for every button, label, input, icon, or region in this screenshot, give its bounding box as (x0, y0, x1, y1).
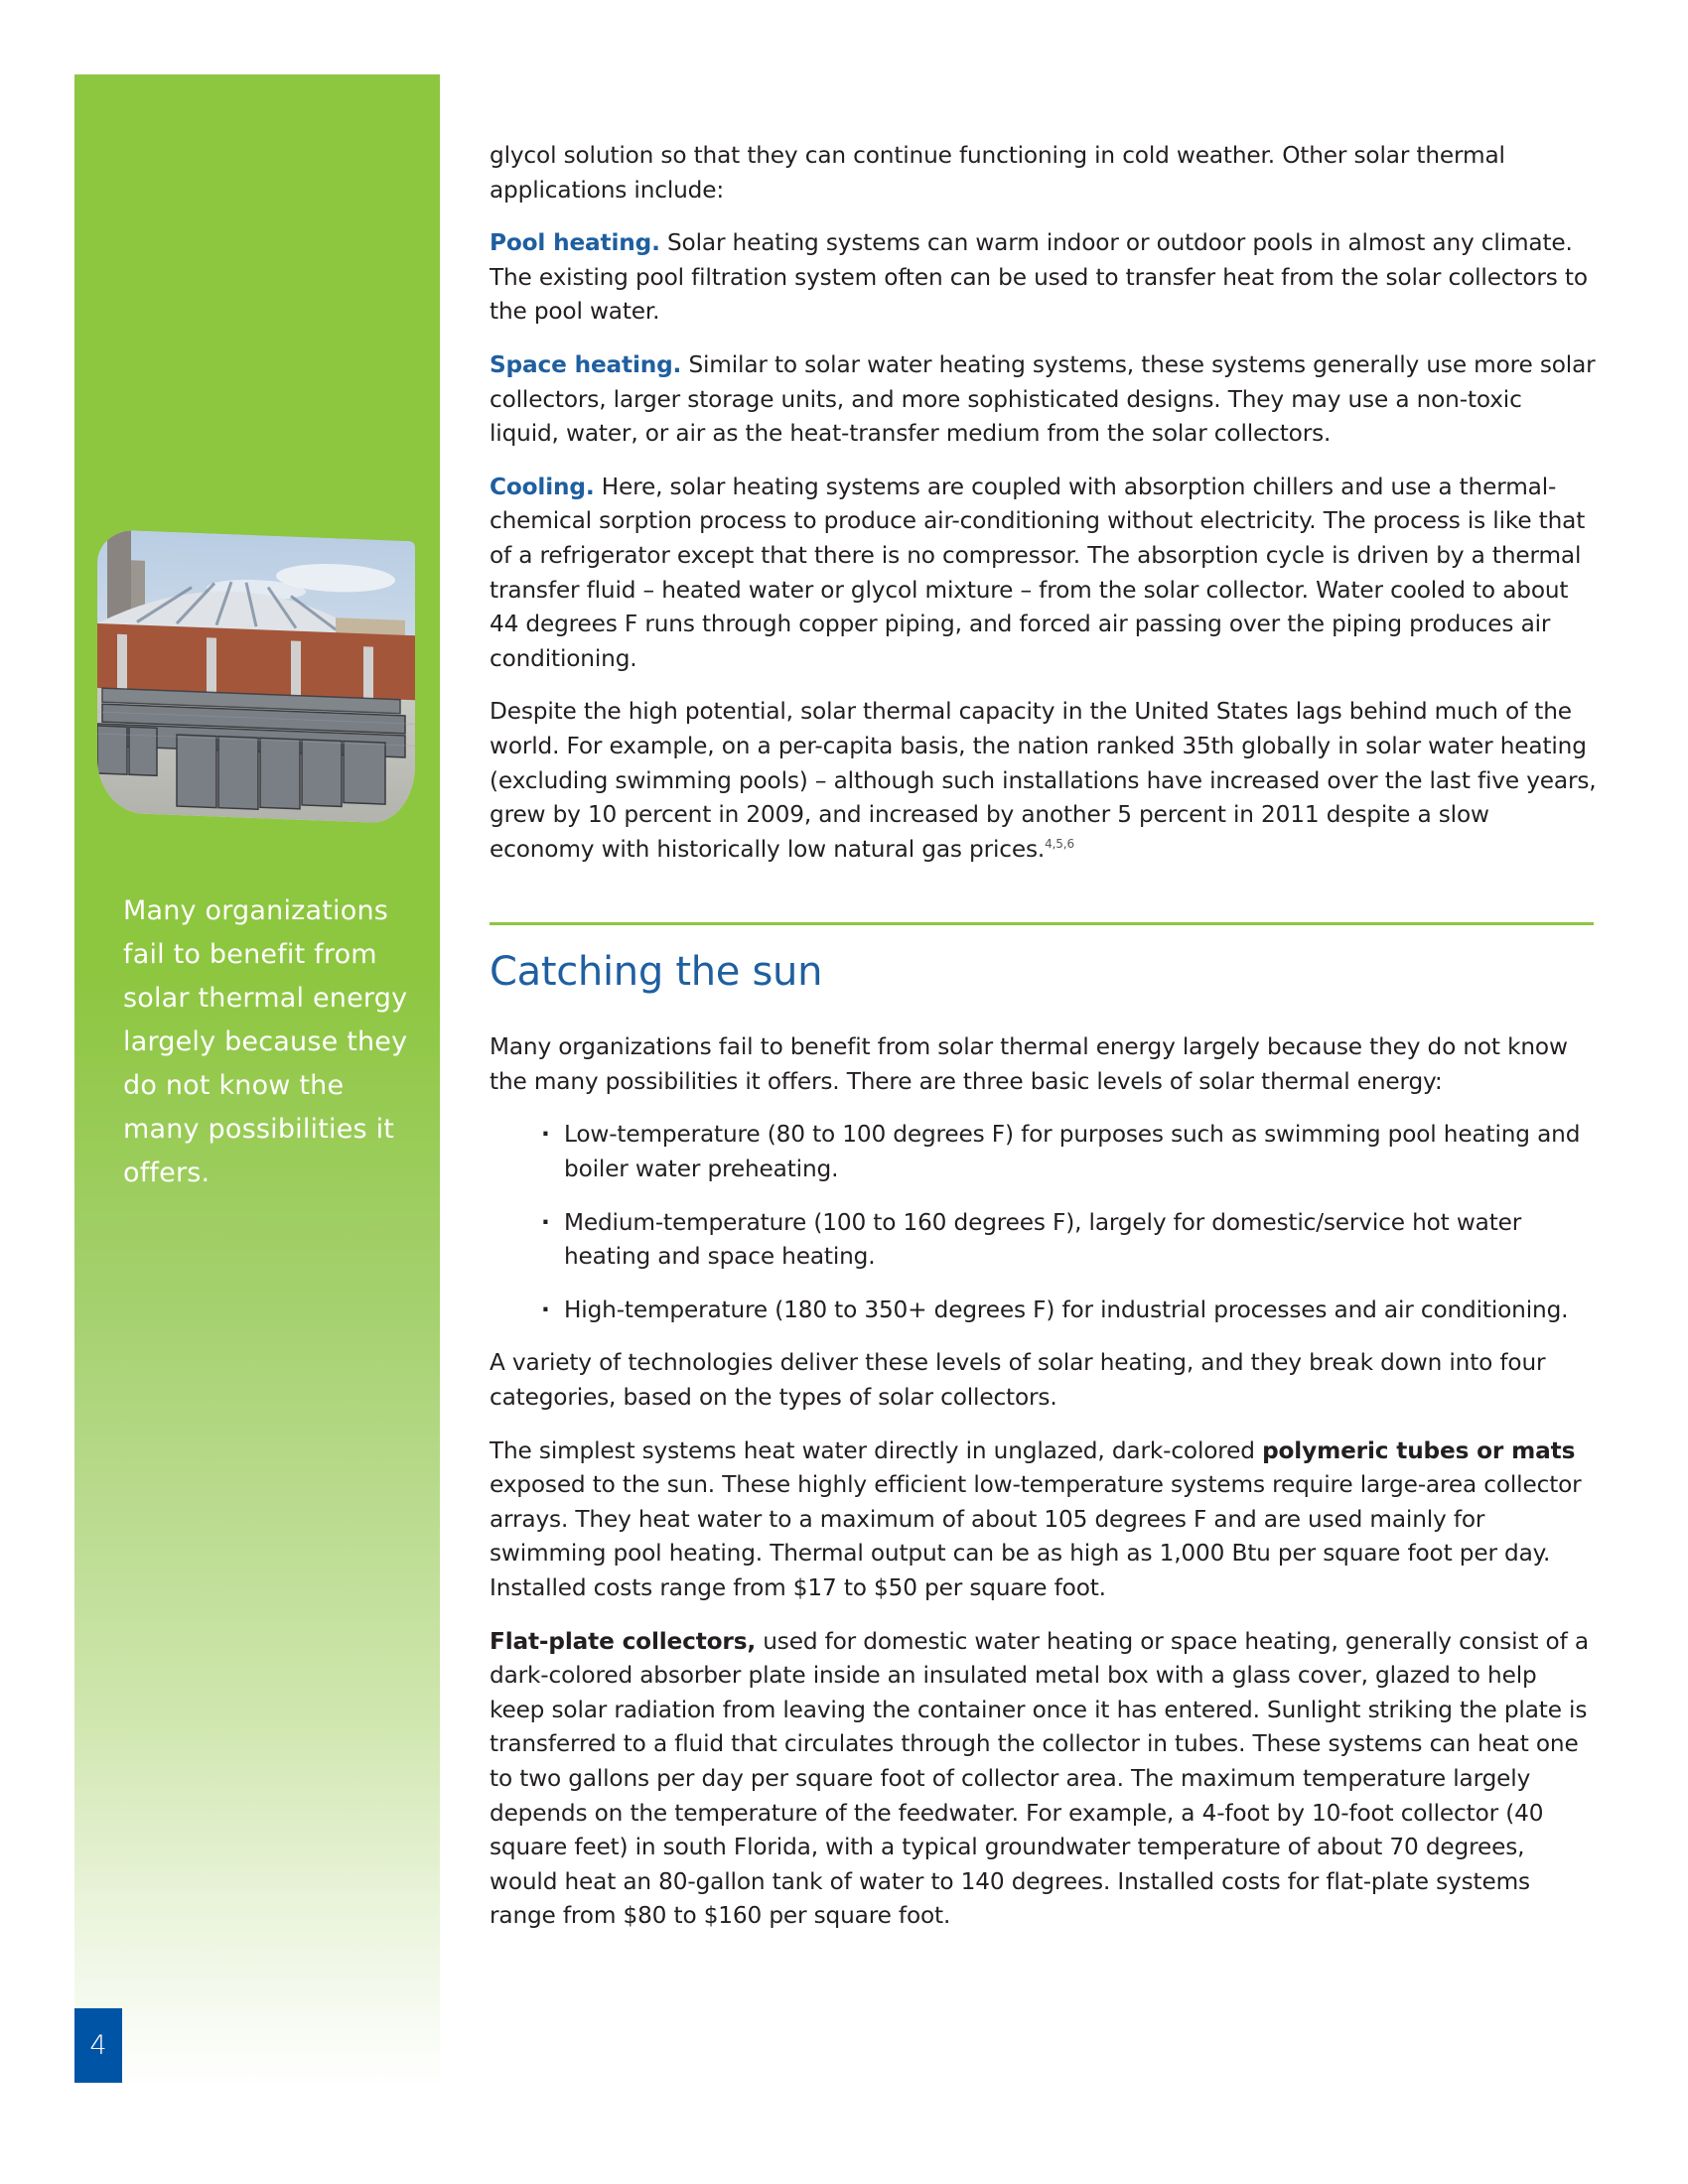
application-text: Similar to solar water heating systems, these systems generally use more solar collectors, larger storage units, and more sophisticated designs. They may use a non-toxic liquid, water, or air as the heat-transfer medium from the solar collectors. (490, 350, 1596, 448)
list-item-low-temperature: · Low-temperature (80 to 100 degrees F) for purposes such as swimming pool heating and boiler water preheating. (490, 1118, 1597, 1186)
section-divider (490, 922, 1594, 925)
variety-paragraph: A variety of technologies deliver these levels of solar heating, and they break down into four categories, based on the types of solar collectors. (490, 1349, 1546, 1412)
section-heading: Catching the sun (490, 949, 823, 996)
application-lead: Pool heating. (490, 229, 660, 257)
application-lead: Space heating. (490, 350, 682, 378)
application-space-heating (490, 348, 1597, 452)
flat-plate-paragraph (490, 1625, 1597, 1934)
flat-plate-term: Flat-plate collectors, (490, 1627, 757, 1655)
despite-paragraph (490, 695, 1597, 867)
continuation-paragraph: glycol solution so that they can continue functioning in cold weather. Other solar thermal applications include: (490, 142, 1505, 204)
main-column (490, 139, 1597, 1953)
despite-text: Despite the high potential, solar thermal capacity in the United States lags behind much of the world. For example, on a per-capita basis, the nation ranked 35th globally in solar water heating (excluding swimming pools) – although such installations have increased over the last five years, grew by 10 percent in 2009, and increased by another 5 percent in 2011 despite a slow economy with historically low natural gas prices. (490, 698, 1597, 863)
photo-illustration (97, 529, 415, 824)
temperature-levels-list (490, 1118, 1597, 1327)
flat-plate-text: used for domestic water heating or space heating, generally consist of a dark-colored absorber plate inside an insulated metal box with a glass cover, glazed to help keep solar radiation from leaving the container once it has entered. Sunlight striking the plate is transferred to a fluid that circulates through the collector in tubes. These systems can heat one to two gallons per day per square foot of collector area. The maximum temperature largely depends on the temperature of the feedwater. For example, a 4-foot by 10-foot collector (40 square feet) in south Florida, with a typical groundwater temperature of about 70 degrees, would heat an 80-gallon tank of water to 140 degrees. Installed costs for flat-plate systems range from $80 to $160 per square foot. (490, 1627, 1589, 1930)
pull-quote: Many organizations fail to benefit from solar thermal energy largely because they do not know the many possibilities it offers. (123, 895, 408, 1188)
section-intro-paragraph: Many organizations fail to benefit from solar thermal energy largely because they do not know the many possibilities it offers. There are three basic levels of solar thermal energy: (490, 1033, 1568, 1095)
application-pool-heating (490, 226, 1597, 330)
page-number: 4 (74, 2008, 122, 2083)
list-item-high-temperature: · High-temperature (180 to 350+ degrees F) for industrial processes and air conditioning. (490, 1294, 1597, 1328)
polymeric-paragraph (490, 1434, 1597, 1606)
application-text: Solar heating systems can warm indoor or outdoor pools in almost any climate. The existing pool filtration system often can be used to transfer heat from the solar collectors to the pool water. (490, 229, 1588, 326)
application-cooling (490, 471, 1597, 677)
polymeric-text-before: The simplest systems heat water directly in unglazed, dark-colored (490, 1436, 1263, 1464)
application-lead: Cooling. (490, 473, 595, 500)
polymeric-text-after: exposed to the sun. These highly efficient low-temperature systems require large-area collector arrays. They heat water to a maximum of about 105 degrees F and are used mainly for swimming pool heating. Thermal output can be as high as 1,000 Btu per square foot per day. Installed costs range from $17 to $50 per square foot. (490, 1471, 1582, 1601)
footnote-refs: 4,5,6 (1045, 836, 1074, 851)
solar-collectors-photo (97, 529, 415, 824)
list-item-medium-temperature: · Medium-temperature (100 to 160 degrees F), largely for domestic/service hot water heating and space heating. (490, 1206, 1597, 1275)
polymeric-term: polymeric tubes or mats (1262, 1436, 1576, 1464)
application-text: Here, solar heating systems are coupled with absorption chillers and use a thermal-chemical sorption process to produce air-conditioning without electricity. The process is like that of a refrigerator except that there is no compressor. The absorption cycle is driven by a thermal transfer fluid – heated water or glycol mixture – from the solar collector. Water cooled to about 44 degrees F runs through copper piping, and forced air passing over the piping produces air conditioning. (490, 473, 1586, 672)
